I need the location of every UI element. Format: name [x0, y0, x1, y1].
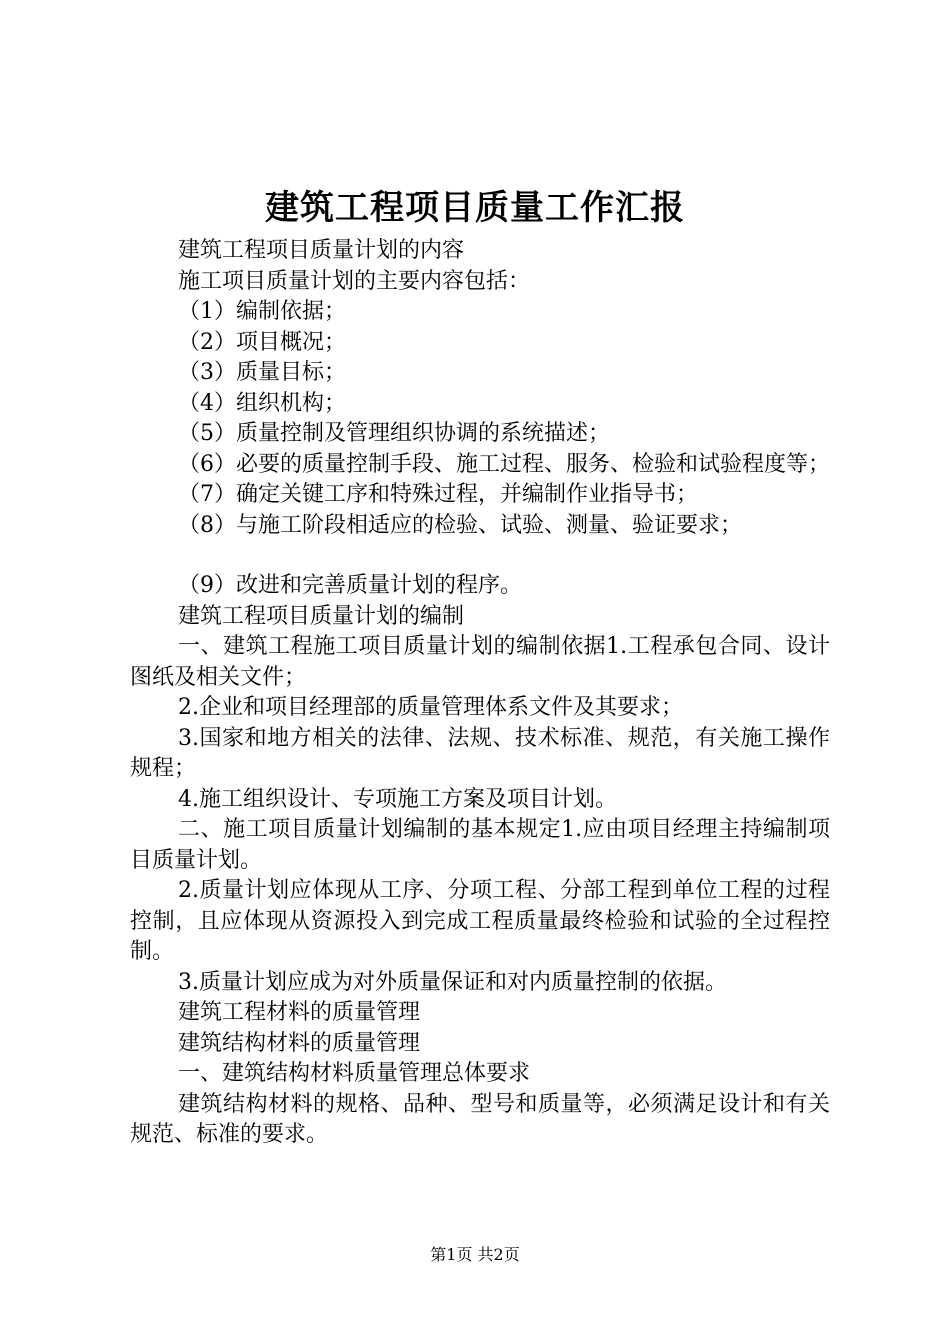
- paragraph: 3.质量计划应成为对外质量保证和对内质量控制的依据。: [178, 969, 727, 995]
- section-heading: 建筑工程材料的质量管理: [178, 1000, 421, 1025]
- paragraph: 施工项目质量计划的主要内容包括：: [178, 268, 531, 294]
- section-heading: 建筑工程项目质量计划的编制: [178, 603, 465, 629]
- section-heading: 建筑结构材料的质量管理: [178, 1030, 421, 1056]
- list-item: （9）改进和完善质量计划的程序。: [178, 573, 522, 598]
- paragraph: 2.质量计划应体现从工序、分项工程、分部工程到单位工程的过程控制，且应体现从资源投入到完成工程质量最终检验和试验的全过程控制。: [130, 878, 830, 964]
- paragraph: 建筑工程项目质量计划的内容: [178, 238, 465, 263]
- paragraph: 一、建筑工程施工项目质量计划的编制依据1.工程承包合同、设计图纸及相关文件；: [130, 634, 830, 690]
- list-item: （8）与施工阶段相适应的检验、试验、测量、验证要求；: [178, 512, 742, 538]
- document-title: 建筑工程项目质量工作汇报: [265, 188, 685, 228]
- paragraph: 3.国家和地方相关的法律、法规、技术标准、规范，有关施工操作规程；: [130, 725, 830, 781]
- list-item: （1）编制依据；: [178, 299, 346, 324]
- document-body: [130, 236, 830, 1151]
- section-heading: 一、建筑结构材料质量管理总体要求: [178, 1061, 531, 1086]
- paragraph: 2.企业和项目经理部的质量管理体系文件及其要求；: [178, 695, 683, 720]
- paragraph: 4.施工组织设计、专项施工方案及项目计划。: [178, 786, 617, 812]
- list-item: （7）确定关键工序和特殊过程，并编制作业指导书；: [178, 482, 698, 507]
- list-item: （6）必要的质量控制手段、施工过程、服务、检验和试验程度等；: [178, 451, 830, 477]
- list-item: （5）质量控制及管理组织协调的系统描述；: [178, 421, 610, 446]
- list-item: （3）质量目标；: [178, 360, 346, 385]
- page-footer: 第1页 共2页: [430, 1245, 520, 1264]
- list-item: （2）项目概况；: [178, 329, 346, 355]
- paragraph: 二、施工项目质量计划编制的基本规定1.应由项目经理主持编制项目质量计划。: [130, 817, 830, 873]
- list-item: （4）组织机构；: [178, 390, 346, 416]
- paragraph: 建筑结构材料的规格、品种、型号和质量等，必须满足设计和有关规范、标准的要求。: [130, 1091, 830, 1147]
